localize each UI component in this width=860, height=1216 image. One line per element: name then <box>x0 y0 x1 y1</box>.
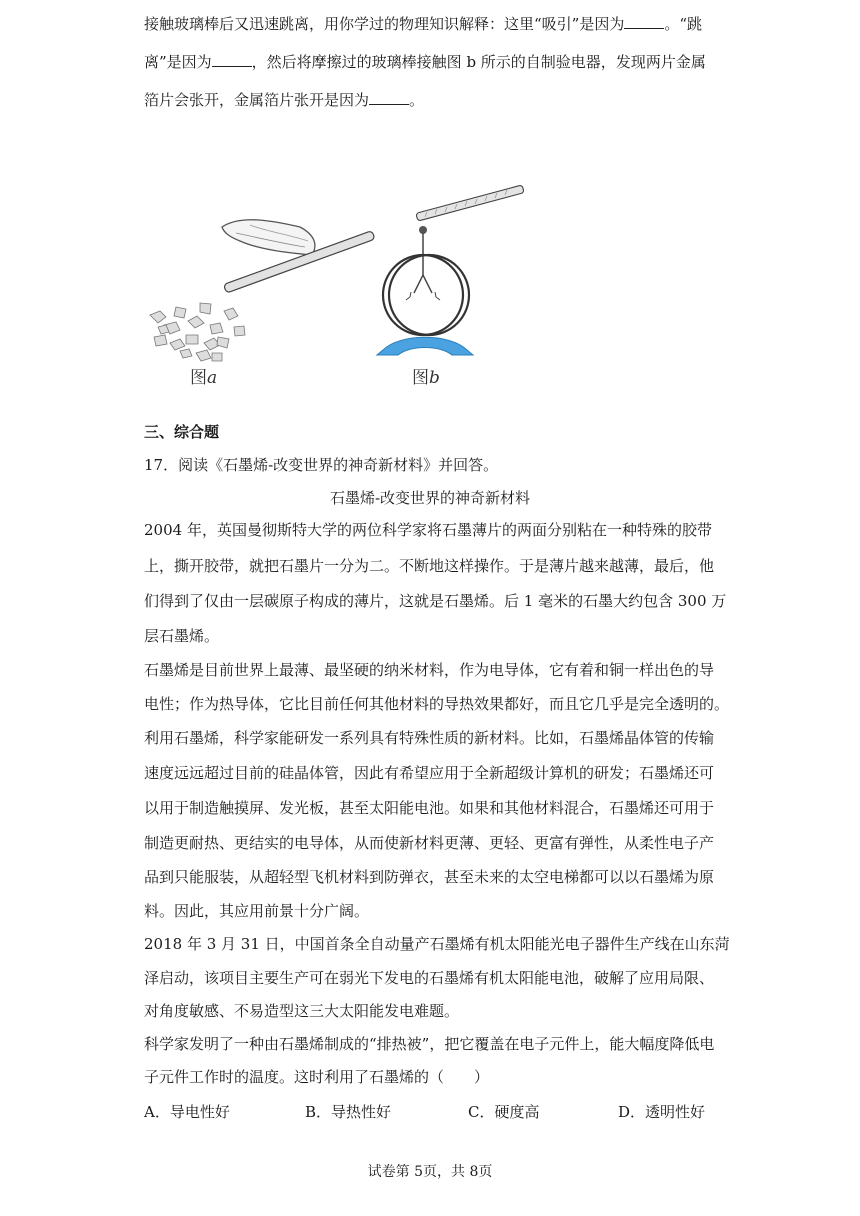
article-line: 电性；作为热导体，它比目前任何其他材料的导热效果都好，而且它几乎是完全透明的。 <box>144 695 730 713</box>
article-line: 制造更耐热、更结实的电导体，从而使新材料更薄、更轻、更富有弹性，从柔性电子产 <box>144 834 715 852</box>
figure-a-drawing <box>150 220 375 361</box>
option-c[interactable]: C．硬度高 <box>468 1103 540 1121</box>
option-b[interactable]: B．导热性好 <box>305 1103 392 1121</box>
article-line: 上，撕开胶带，就把石墨片一分为二。不断地这样操作。于是薄片越来越薄，最后，他 <box>144 557 715 575</box>
figure-drawing <box>140 175 540 390</box>
figure-ab <box>140 175 540 390</box>
article-line: 利用石墨烯，科学家能研发一系列具有特殊性质的新材料。比如，石墨烯晶体管的传输 <box>144 729 715 747</box>
stand-base <box>377 337 473 355</box>
metal-ball <box>419 226 427 234</box>
q16-text: 。 <box>409 91 425 109</box>
foil-left <box>414 275 423 293</box>
article-line: 们得到了仅由一层碳原子构成的薄片，这就是石墨烯。后 1 毫米的石墨大约包含 300 万 <box>144 592 727 610</box>
answer-blank[interactable] <box>369 90 409 105</box>
article-title: 石墨烯-改变世界的神奇新材料 <box>329 489 531 507</box>
figure-a-caption: 图a <box>190 368 218 388</box>
article-line: 科学家发明了一种由石墨烯制成的“排热被”，把它覆盖在电子元件上，能大幅度降低电 <box>144 1035 715 1053</box>
section-heading: 三、综合题 <box>144 423 220 441</box>
article-line: 层石墨烯。 <box>144 627 220 645</box>
q16-text: 接触玻璃棒后又迅速跳离，用你学过的物理知识解释：这里“吸引”是因为 <box>144 15 625 33</box>
answer-blank[interactable] <box>624 14 664 29</box>
option-d[interactable]: D．透明性好 <box>618 1103 706 1121</box>
figure-b-drawing <box>377 185 524 355</box>
option-a[interactable]: A．导电性好 <box>144 1103 230 1121</box>
article-line: 以用于制造触摸屏、发光板，甚至太阳能电池。如果和其他材料混合，石墨烯还可用于 <box>144 799 715 817</box>
article-line: 石墨烯是目前世界上最薄、最坚硬的纳米材料，作为电导体，它有着和铜一样出色的导 <box>144 661 715 679</box>
article-line: 子元件工作时的温度。这时利用了石墨烯的（ ） <box>144 1068 490 1086</box>
article-line: 料。因此，其应用前景十分广阔。 <box>144 902 370 920</box>
q16-line-2 <box>144 51 706 73</box>
q16-text: ，然后将摩擦过的玻璃棒接触图 b 所示的自制验电器，发现两片金属 <box>251 53 706 71</box>
ring-inner <box>389 255 469 335</box>
q16-line-3 <box>144 89 424 111</box>
rubbed-rod <box>416 185 524 221</box>
q17-prompt: 17．阅读《石墨烯-改变世界的神奇新材料》并回答。 <box>144 456 499 474</box>
article-line: 泽启动，该项目主要生产可在弱光下发电的石墨烯有机太阳能电池，破解了应用局限、 <box>144 969 715 987</box>
silk-cloth <box>222 220 315 255</box>
figure-b-caption: 图b <box>412 368 440 388</box>
answer-blank[interactable] <box>212 52 252 67</box>
page-footer: 试卷第 5页，共 8页 <box>367 1164 493 1180</box>
q16-text: 箔片会张开，金属箔片张开是因为 <box>144 91 370 109</box>
article-line: 2018 年 3 月 31 日，中国首条全自动量产石墨烯有机太阳能光电子器件生产线在山东菏 <box>144 935 730 953</box>
article-line: 速度远远超过目前的硅晶体管，因此有希望应用于全新超级计算机的研发；石墨烯还可 <box>144 764 715 782</box>
article-line: 对角度敏感、不易造型这三大太阳能发电难题。 <box>144 1002 460 1020</box>
article-line: 2004 年，英国曼彻斯特大学的两位科学家将石墨薄片的两面分别粘在一种特殊的胶带 <box>144 521 712 539</box>
paper-scraps <box>150 303 245 361</box>
q16-line-1 <box>144 13 702 35</box>
foil-right <box>423 275 432 293</box>
q16-text: 。“跳 <box>664 15 703 33</box>
q16-text: 离”是因为 <box>144 53 212 71</box>
article-line: 品到只能服装，从超轻型飞机材料到防弹衣，甚至未来的太空电梯都可以以石墨烯为原 <box>144 868 715 886</box>
